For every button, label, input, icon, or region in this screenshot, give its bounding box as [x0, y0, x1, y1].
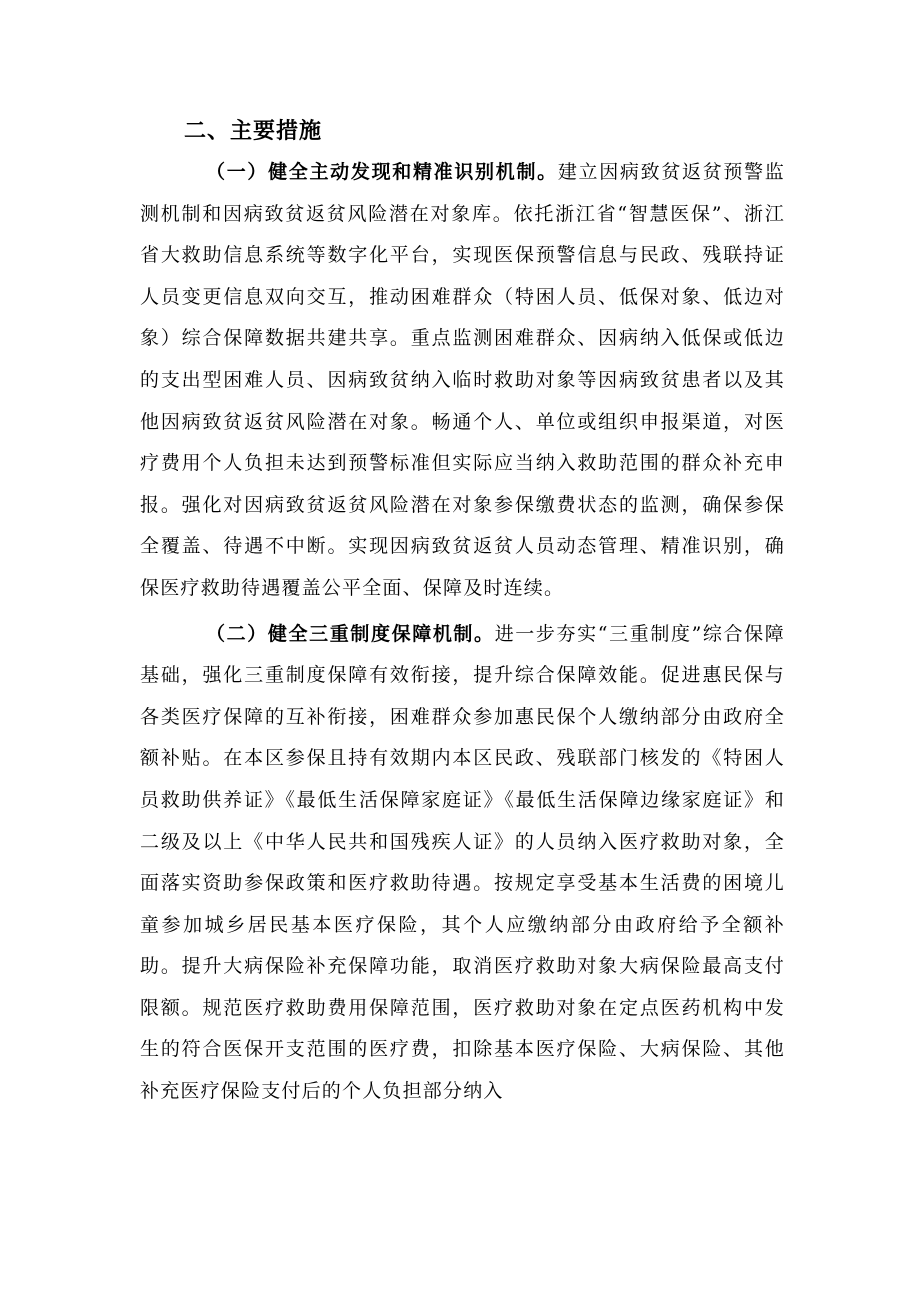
section-heading: 二、主要措施: [184, 119, 323, 144]
paragraph-2-body: 进一步夯实“三重制度”综合保障基础，强化三重制度保障有效衔接，提升综合保障效能。促进惠民保与各类医疗保障的互补衔接，困难群众参加惠民保个人缴纳部分由政府全额补贴。在本区参保且持有效期内本区民政、残联部门核发的《特困人员救助供养证》《最低生活保障家庭证》《最低生活保障边缘家庭证》和二级及以上《中华人民共和国残疾人证》的人员纳入医疗救助对象，全面落实资助参保政策和医疗救助待遇。按规定享受基本生活费的困境儿童参加城乡居民基本医疗保险，其个人应缴纳部分由政府给予全额补助。提升大病保险补充保障功能，取消医疗救助对象大病保险最高支付限额。规范医疗救助费用保障范围，医疗救助对象在定点医药机构中发生的符合医保开支范围的医疗费，扣除基本医疗保险、大病保险、其他补充医疗保险支付后的个人负担部分纳入: [140, 622, 785, 1103]
paragraph-1: [140, 152, 785, 610]
paragraph-1-lead: （一）健全主动发现和精准识别机制。: [206, 161, 558, 183]
paragraph-1-body: 建立因病致贫返贫预警监测机制和因病致贫返贫风险潜在对象库。依托浙江省“智慧医保”、浙江省大救助信息系统等数字化平台，实现医保预警信息与民政、残联持证人员变更信息双向交互，推动困难群众（特困人员、低保对象、低边对象）综合保障数据共建共享。重点监测困难群众、因病纳入低保或低边的支出型困难人员、因病致贫纳入临时救助对象等因病致贫患者以及其他因病致贫返贫风险潜在对象。畅通个人、单位或组织申报渠道，对医疗费用个人负担未达到预警标准但实际应当纳入救助范围的群众补充申报。强化对因病致贫返贫风险潜在对象参保缴费状态的监测，确保参保全覆盖、待遇不中断。实现因病致贫返贫人员动态管理、精准识别，确保医疗救助待遇覆盖公平全面、保障及时连续。: [140, 161, 786, 599]
paragraph-2: [140, 614, 785, 1113]
document-page: [140, 112, 785, 1113]
paragraph-2-lead: （二）健全三重制度保障机制。: [206, 622, 495, 645]
